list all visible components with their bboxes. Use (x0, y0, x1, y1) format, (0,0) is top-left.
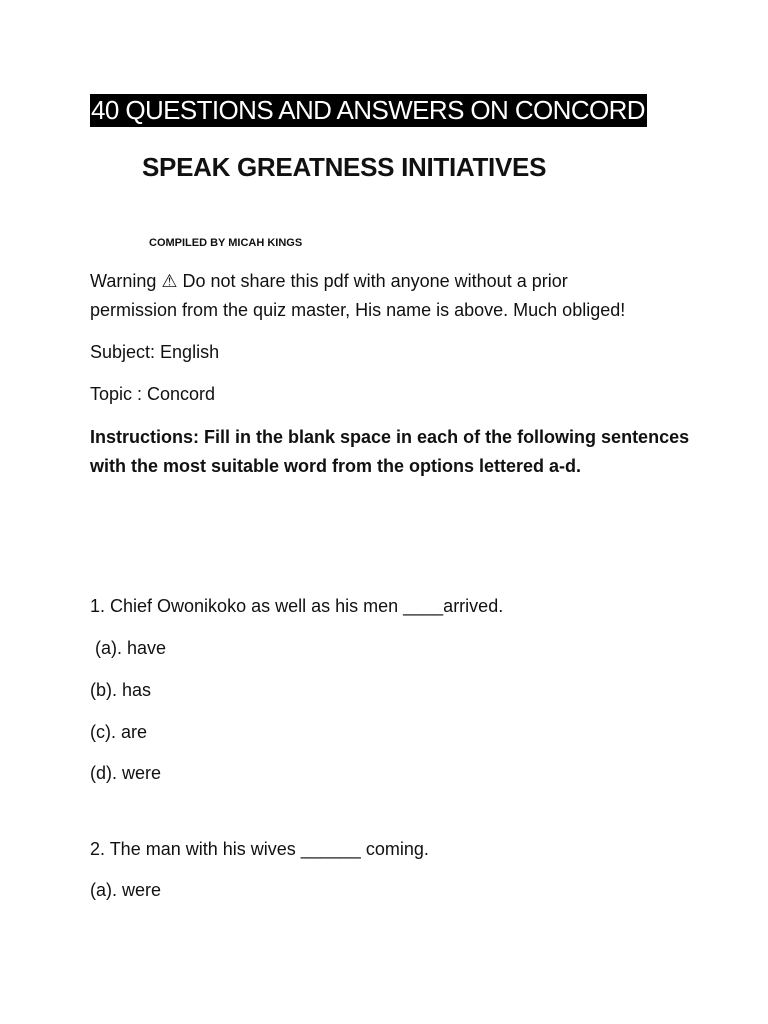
warning-line-2: permission from the quiz master, His name is above. Much obliged! (90, 300, 626, 320)
instructions-line-2: with the most suitable word from the options lettered a-d. (90, 456, 582, 476)
topic-line: Topic : Concord (90, 384, 216, 404)
warning-line-1: Warning ⚠ Do not share this pdf with anyone without a prior (90, 271, 568, 291)
question-1-option-c: (c). are (90, 722, 148, 742)
question-2-option-a: (a). were (90, 880, 162, 900)
question-1-text: 1. Chief Owonikoko as well as his men ____arrived. (90, 596, 504, 616)
question-1-option-b: (b). has (90, 680, 152, 700)
question-1-option-a: (a). have (90, 638, 167, 658)
question-1-option-d: (d). were (90, 763, 162, 783)
question-2-text: 2. The man with his wives ______ coming. (90, 839, 429, 859)
instructions-line-1: Instructions: Fill in the blank space in each of the following sentences (90, 427, 690, 447)
document-subtitle: SPEAK GREATNESS INITIATIVES (142, 152, 547, 182)
compiled-by-line: COMPILED BY MICAH KINGS (149, 237, 303, 249)
document-title: 40 QUESTIONS AND ANSWERS ON CONCORD (91, 95, 645, 125)
subject-line: Subject: English (90, 342, 220, 362)
